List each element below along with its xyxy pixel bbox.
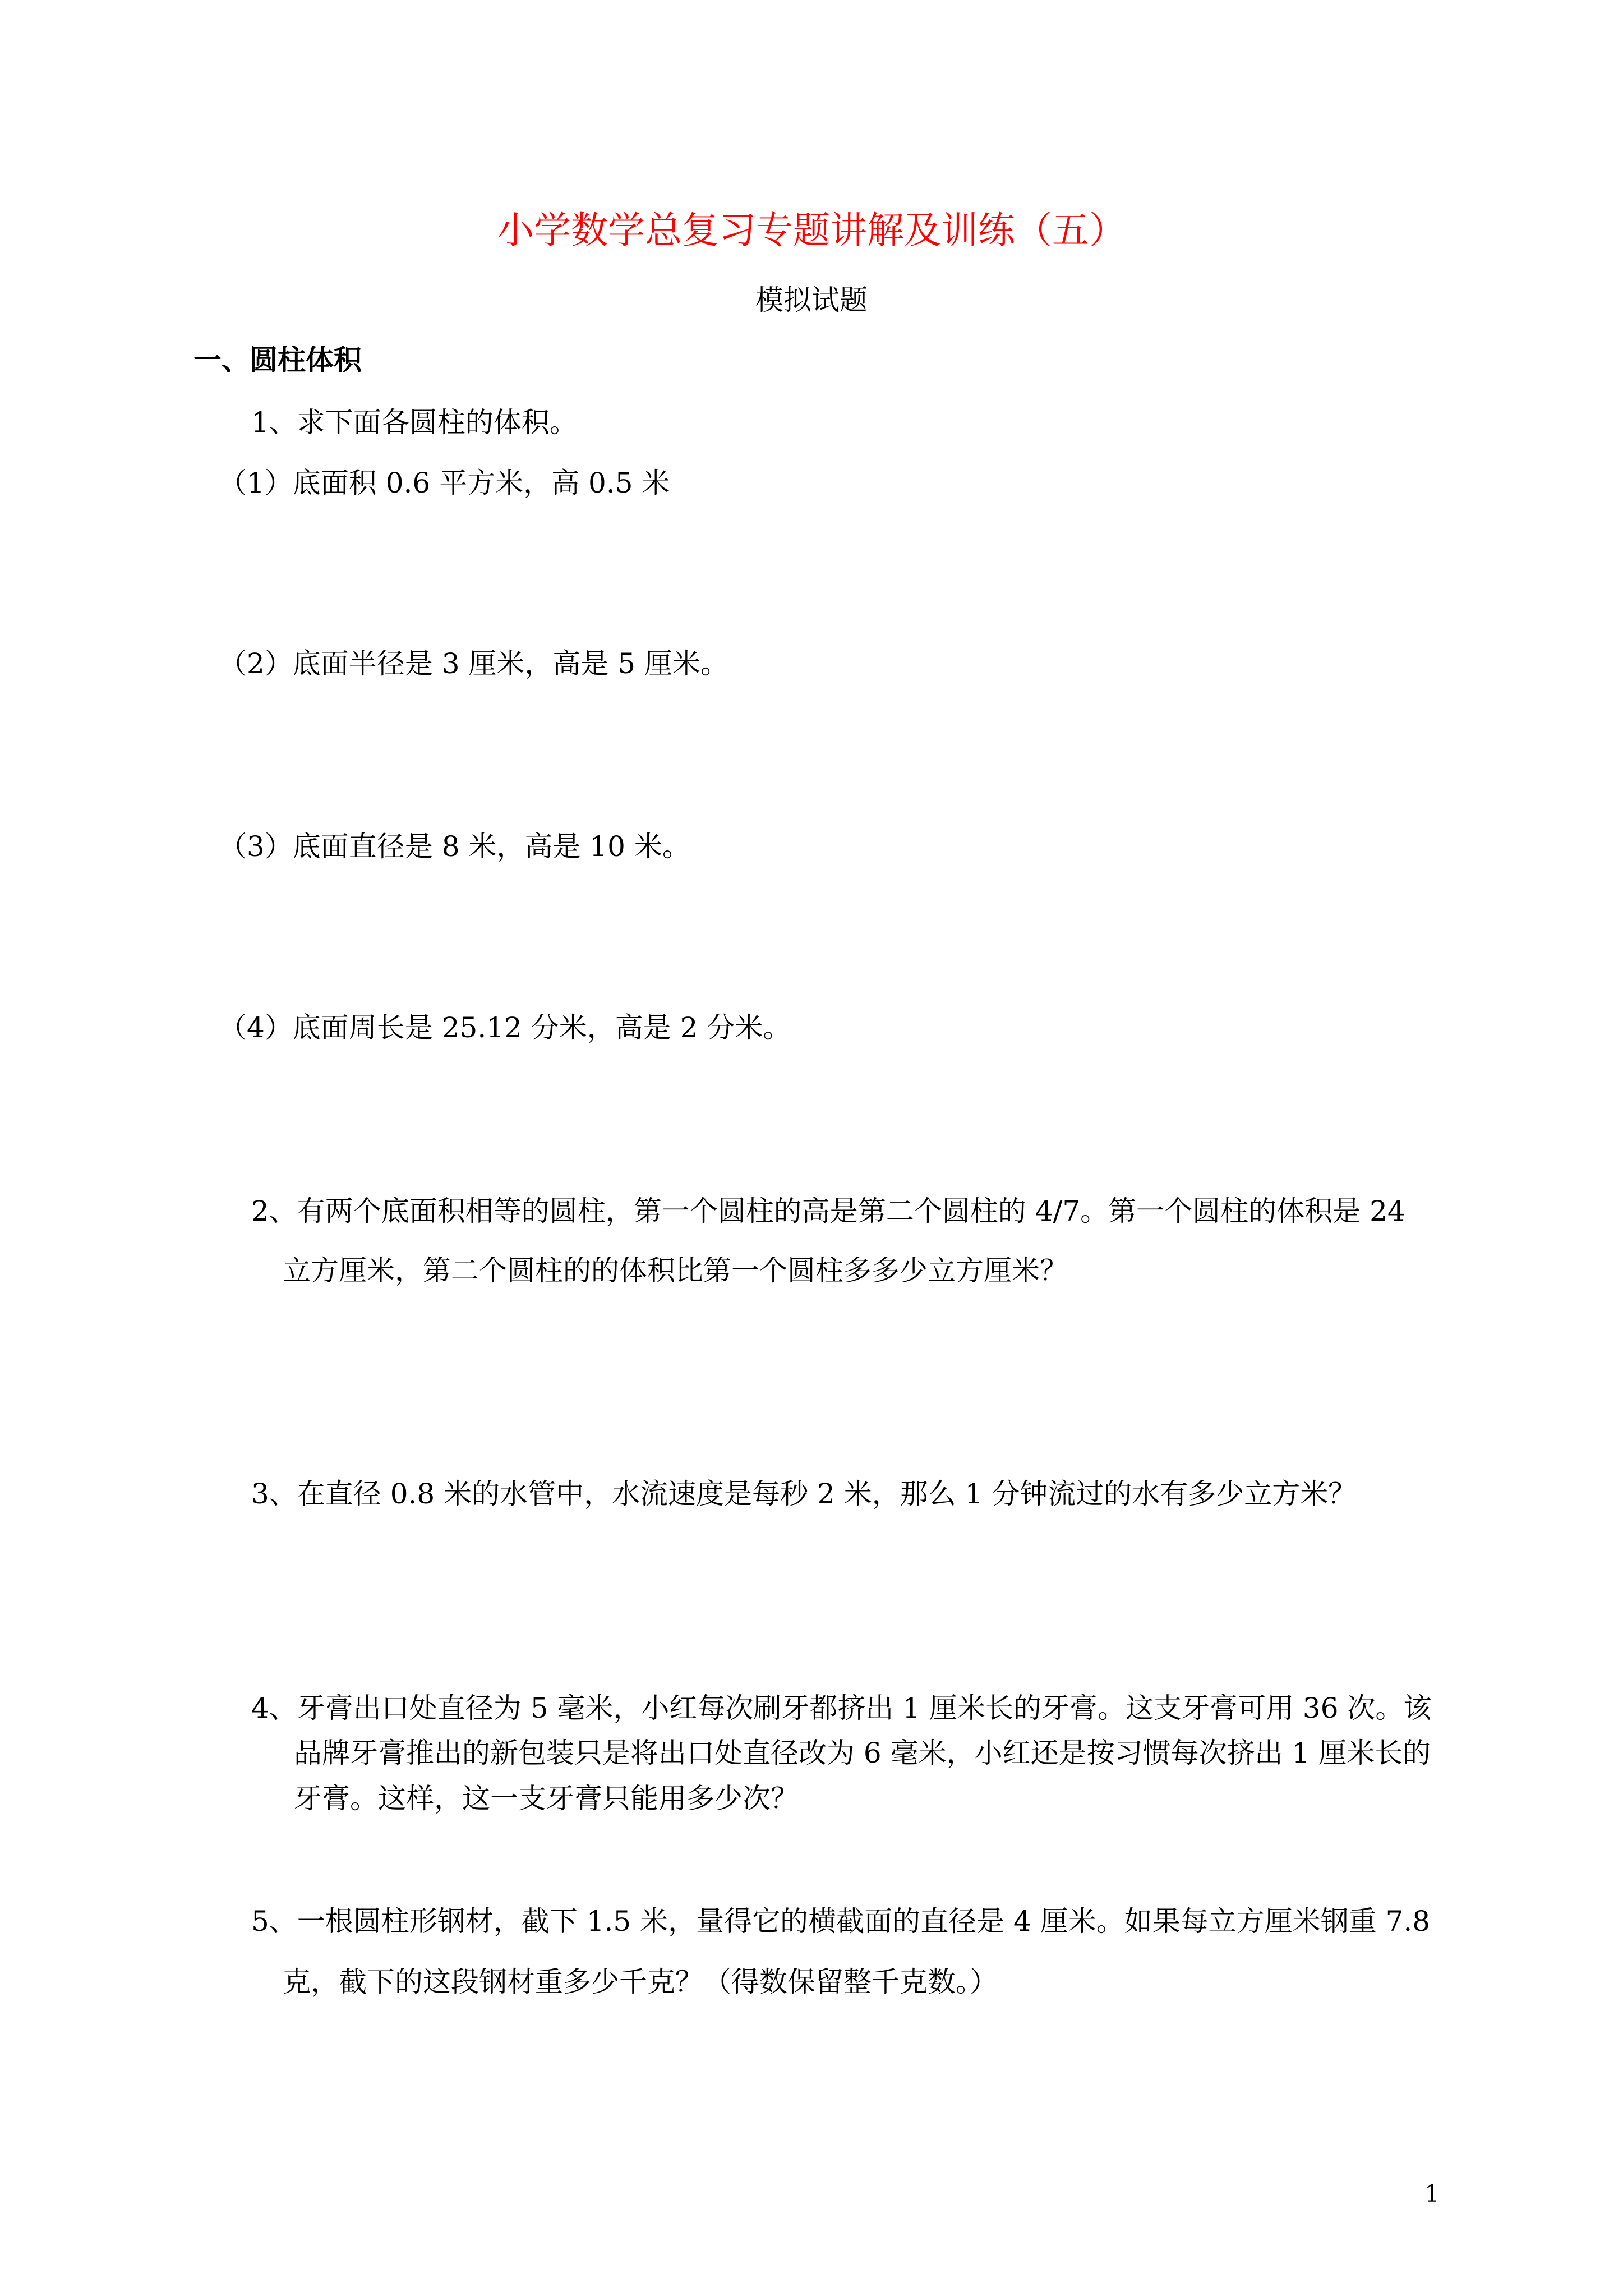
question-1-part-1: （1）底面积 0.6 平方米，高 0.5 米	[219, 467, 670, 499]
question-1-stem: 1、求下面各圆柱的体积。	[251, 406, 578, 439]
question-1-part-2: （2）底面半径是 3 厘米，高是 5 厘米。	[219, 647, 729, 680]
question-2-line-1: 2、有两个底面积相等的圆柱，第一个圆柱的高是第二个圆柱的 4/7。第一个圆柱的体积是 24	[251, 1195, 1405, 1227]
question-3-line-1: 3、在直径 0.8 米的水管中，水流速度是每秒 2 米，那么 1 分钟流过的水有多少立方米？	[251, 1478, 1357, 1510]
page-title: 小学数学总复习专题讲解及训练（五）	[497, 209, 1126, 252]
question-4-line-3: 牙膏。这样，这一支牙膏只能用多少次？	[294, 1782, 799, 1815]
question-4-line-1: 4、牙膏出口处直径为 5 毫米，小红每次刷牙都挤出 1 厘米长的牙膏。这支牙膏可用 36 次。该	[251, 1692, 1432, 1724]
question-1-part-4: （4）底面周长是 25.12 分米，高是 2 分米。	[219, 1011, 791, 1044]
question-5-line-2: 克，截下的这段钢材重多少千克？（得数保留整千克数。）	[283, 1966, 998, 1998]
section-heading: 一、圆柱体积	[193, 343, 362, 376]
question-1-part-3: （3）底面直径是 8 米，高是 10 米。	[219, 830, 690, 863]
page-subtitle: 模拟试题	[755, 284, 868, 316]
question-4-line-2: 品牌牙膏推出的新包装只是将出口处直径改为 6 毫米，小红还是按习惯每次挤出 1 厘米长的	[294, 1737, 1431, 1769]
question-2-line-2: 立方厘米，第二个圆柱的的体积比第一个圆柱多多少立方厘米？	[283, 1254, 1068, 1287]
question-5-line-1: 5、一根圆柱形钢材，截下 1.5 米，量得它的横截面的直径是 4 厘米。如果每立方厘米钢重 7.8	[251, 1905, 1431, 1938]
page-number: 1	[1424, 2180, 1440, 2207]
